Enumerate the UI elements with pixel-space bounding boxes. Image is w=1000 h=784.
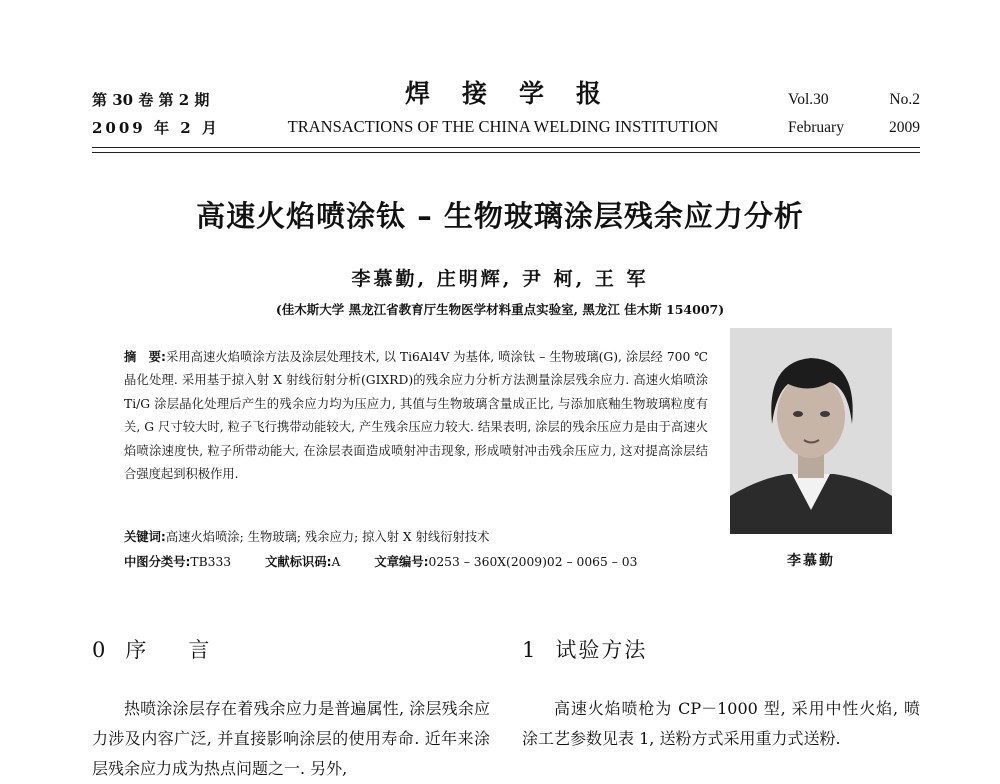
clc-label: 中图分类号: — [124, 555, 191, 569]
section-1-number: 1 — [522, 638, 538, 662]
document-code — [265, 552, 340, 570]
volume-issue-cn: 第 30 卷 第 2 期 — [92, 91, 210, 109]
author-list: 李慕勤, 庄明辉, 尹 柯, 王 军 — [351, 268, 649, 290]
section-0-number: 0 — [92, 638, 108, 662]
keywords-text: 高速火焰喷涂; 生物玻璃; 残余应力; 掠入射 X 射线衍射技术 — [165, 530, 490, 544]
issue-info-en — [788, 86, 920, 142]
section-1-heading — [522, 634, 647, 664]
section-1-paragraph: 高速火焰喷枪为 CP－1000 型, 采用中性火焰, 喷涂工艺参数见表 1, 送粉方式采用重力式送粉. — [522, 699, 920, 748]
year-en: 2009 — [889, 119, 920, 136]
date-cn: 2009 年 2 月 — [92, 119, 220, 137]
abstract-label: 摘 要: — [124, 350, 166, 364]
article-no-label: 文章编号: — [374, 555, 429, 569]
month-en: February — [788, 119, 844, 136]
header-rule-bottom — [92, 152, 920, 153]
clc-value: TB333 — [190, 555, 232, 569]
section-0-heading — [92, 634, 251, 664]
clc-number — [124, 552, 231, 570]
author-portrait-image — [730, 328, 892, 534]
keywords — [124, 527, 489, 545]
issue-info-cn — [92, 86, 220, 142]
doc-code-value: A — [331, 555, 341, 569]
keywords-label: 关键词: — [124, 530, 166, 544]
article-number — [374, 552, 637, 570]
affiliation: (佳木斯大学 黑龙江省教育厅生物医学材料重点实验室, 黑龙江 佳木斯 154007) — [275, 302, 725, 317]
article-title: 高速火焰喷涂钛 – 生物玻璃涂层残余应力分析 — [196, 199, 804, 233]
journal-name-cn: 焊接学报 — [404, 79, 633, 108]
article-no-value: 0253 – 360X(2009)02 – 0065 – 03 — [428, 555, 638, 569]
abstract — [124, 346, 708, 486]
journal-title-block — [258, 78, 748, 140]
section-0-title: 序言 — [125, 638, 252, 662]
photo-caption: 李慕勤 — [787, 553, 835, 569]
issue-en: No.2 — [889, 91, 920, 108]
header-rule-top — [92, 147, 920, 148]
abstract-text: 采用高速火焰喷涂方法及涂层处理技术, 以 Ti6Al4V 为基体, 喷涂钛 – 生物玻璃(G), 涂层经 700 ℃晶化处理. 采用基于掠入射 X 射线衍射分析(GIXRD)的残余应力分析方法测量涂层残余应力. 高速火焰喷涂 Ti/G 涂层晶化处理后产生的残余应力均为压应力, 其值与生物玻璃含量成正比, 与添加底釉生物玻璃粒度有关, G 尺寸较大时, 粒子飞行携带动能较大, 产生残余压应力较大. 结果表明, 涂层的残余压应力是由于高速火焰喷涂速度快, 粒子所带动能大, 在涂层表面造成喷射冲击现象, 形成喷射冲击残余压应力, 这对提高涂层结合强度起到积极作用. — [124, 350, 708, 482]
doc-code-label: 文献标识码: — [265, 555, 332, 569]
author-photo — [730, 328, 892, 534]
volume-en: Vol.30 — [788, 91, 829, 108]
journal-name-en: TRANSACTIONS OF THE CHINA WELDING INSTITUTION — [287, 117, 719, 136]
classification-line — [124, 552, 671, 570]
section-1-title: 试验方法 — [555, 638, 648, 662]
section-0-paragraph: 热喷涂涂层存在着残余应力是普遍属性, 涂层残余应力涉及内容广泛, 并直接影响涂层的使用寿命. 近年来涂层残余应力成为热点问题之一. 另外, — [92, 699, 490, 778]
